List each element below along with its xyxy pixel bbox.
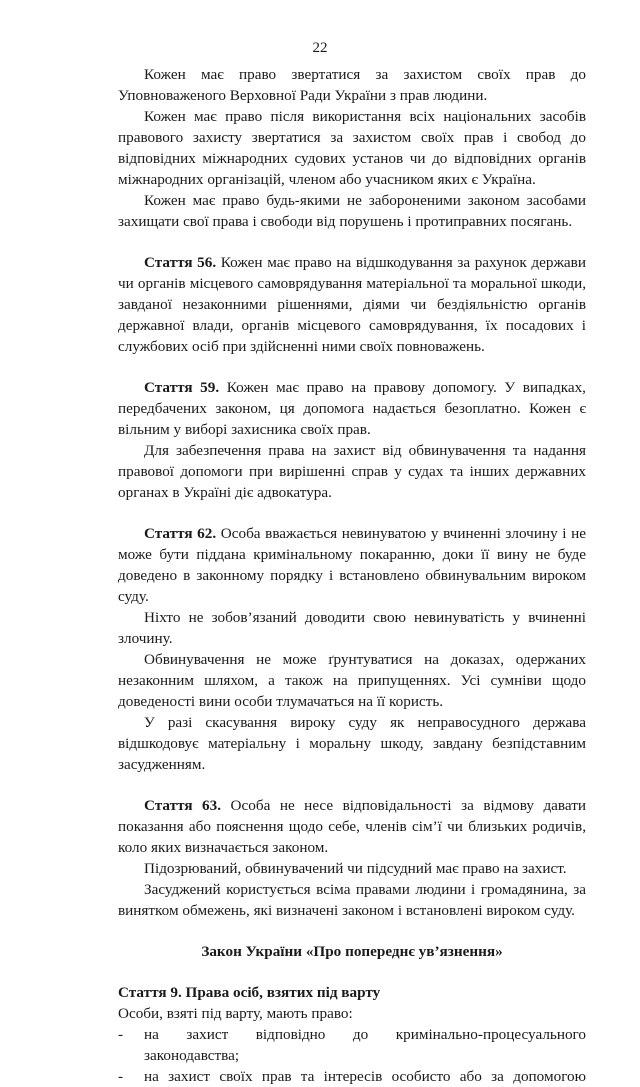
law-title: Закон України «Про попереднє ув’язнення» bbox=[201, 943, 503, 960]
article-text: Особа вважається невинуватою у вчиненні злочину і не може бути піддана кримінальному покаранню, доки її вину не буде доведено в законному порядку і встановлено обвинувальним вироком суду. bbox=[118, 525, 586, 605]
paragraph: Обвинувачення не може ґрунтуватися на доказах, одержаних незаконним шляхом, а також на припущеннях. Усі сумніви щодо доведеності вини особи тлумачаться на її користь. bbox=[118, 651, 586, 710]
article-heading: Стаття 56. bbox=[144, 254, 217, 271]
article-text: Особа не несе відповідальності за відмову давати показання або пояснення щодо себе, членів сім’ї чи близьких родичів, коло яких визначається законом. bbox=[118, 797, 586, 856]
dash-marker: - bbox=[118, 1026, 124, 1043]
list-item-text: на захист своїх прав та інтересів особисто або за допомогою bbox=[144, 1068, 586, 1085]
article-9-intro: Особи, взяті під варту, мають право: bbox=[118, 1005, 353, 1022]
article-63 bbox=[118, 795, 586, 858]
article-heading: Стаття 9. Права осіб, взятих під варту bbox=[118, 984, 381, 1001]
paragraph: Підозрюваний, обвинувачений чи підсудний має право на захист. bbox=[144, 860, 567, 877]
article-9-heading bbox=[118, 982, 586, 1003]
paragraph: Кожен має право після використання всіх національних засобів правового захисту звертатися за захистом своїх прав і свобод до відповідних міжнародних судових установ чи до відповідних органів міжнародних організацій, членом або учасником яких є Україна. bbox=[118, 108, 586, 188]
spacer bbox=[118, 775, 586, 795]
article-text: Кожен має право на правову допомогу. У випадках, передбачених законом, ця допомога надається безоплатно. Кожен є вільним у виборі захисника своїх прав. bbox=[118, 379, 586, 438]
list-item bbox=[118, 1024, 586, 1066]
paragraph: Для забезпечення права на захист від обвинувачення та надання правової допомоги при вирішенні справ у судах та інших державних органах в Україні діє адвокатура. bbox=[118, 442, 586, 501]
article-59 bbox=[118, 377, 586, 440]
article-62 bbox=[118, 523, 586, 607]
list-item bbox=[118, 1066, 586, 1087]
spacer bbox=[118, 357, 586, 377]
article-56 bbox=[118, 252, 586, 357]
paragraph: Ніхто не зобов’язаний доводити свою невинуватість у вчиненні злочину. bbox=[118, 609, 586, 647]
spacer bbox=[118, 962, 586, 982]
list-item-text: на захист відповідно до кримінально-процесуального законодавства; bbox=[144, 1026, 586, 1064]
paragraph: Засуджений користується всіма правами людини і громадянина, за винятком обмежень, які визначені законом і встановлені вироком суду. bbox=[118, 881, 586, 919]
dash-marker: - bbox=[118, 1068, 124, 1085]
paragraph: Кожен має право будь-якими не забороненими законом засобами захищати свої права і свободи від порушень і протиправних посягань. bbox=[118, 192, 586, 230]
spacer bbox=[118, 232, 586, 252]
article-heading: Стаття 63. bbox=[144, 797, 222, 814]
article-heading: Стаття 62. bbox=[144, 525, 217, 542]
document-body bbox=[118, 64, 586, 1087]
article-heading: Стаття 59. bbox=[144, 379, 220, 396]
spacer bbox=[118, 921, 586, 941]
paragraph: Кожен має право звертатися за захистом своїх прав до Уповноваженого Верховної Ради України з прав людини. bbox=[118, 66, 586, 104]
article-text: Кожен має право на відшкодування за рахунок держави чи органів місцевого самоврядування матеріальної та моральної шкоди, завданої незаконними рішеннями, діями чи бездіяльністю органів державної влади, органів місцевого самоврядування, їх посадових і службових осіб при здійсненні ними своїх повноважень. bbox=[118, 254, 586, 355]
spacer bbox=[118, 503, 586, 523]
paragraph: У разі скасування вироку суду як неправосудного держава відшкодовує матеріальну і моральну шкоду, завдану безпідставним засудженням. bbox=[118, 714, 586, 773]
page-number: 22 bbox=[312, 40, 328, 56]
